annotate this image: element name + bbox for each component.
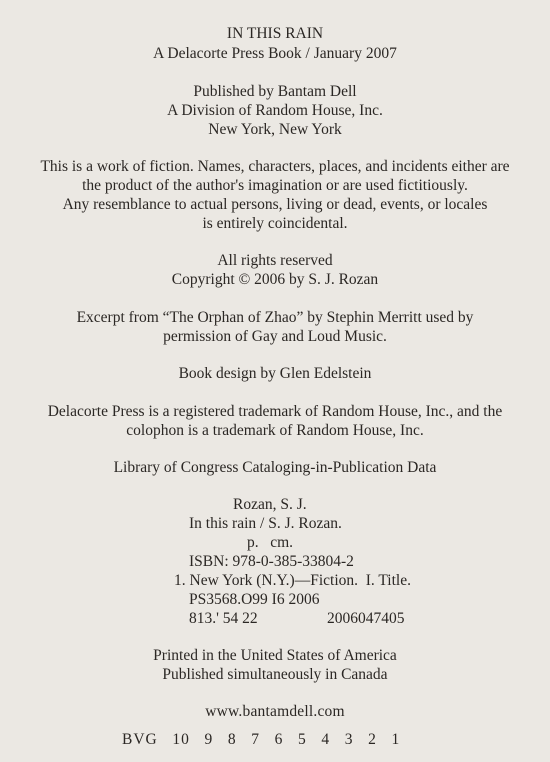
excerpt-line-1: Excerpt from “The Orphan of Zhao” by Stephin Merritt used by [76, 309, 474, 326]
excerpt-line-2: permission of Gay and Loud Music. [163, 328, 387, 345]
cip-isbn: ISBN: 978-0-385-33804-2 [189, 553, 354, 570]
cip-dewey: 813.' 54 22 [189, 610, 258, 627]
fiction-notice-line-1: This is a work of fiction. Names, characters, places, and incidents either are [40, 158, 510, 175]
publisher-line-2: A Division of Random House, Inc. [167, 102, 383, 119]
rights-reserved: All rights reserved [217, 252, 333, 269]
print-line: BVG 10 9 8 7 6 5 4 3 2 1 [122, 731, 401, 748]
edition-line: A Delacorte Press Book / January 2007 [153, 45, 397, 62]
cip-heading: Library of Congress Cataloging-in-Publication Data [113, 459, 437, 476]
publisher-website: www.bantamdell.com [205, 703, 345, 720]
cip-title: In this rain / S. J. Rozan. [189, 515, 342, 532]
publisher-line-1: Published by Bantam Dell [193, 83, 357, 100]
published-simultaneously: Published simultaneously in Canada [162, 666, 388, 683]
book-title: IN THIS RAIN [226, 25, 324, 42]
publisher-line-3: New York, New York [208, 121, 342, 138]
fiction-notice-line-4: is entirely coincidental. [202, 215, 348, 232]
cip-lccn: 2006047405 [327, 610, 405, 627]
copyright-line: Copyright © 2006 by S. J. Rozan [171, 271, 379, 288]
fiction-notice-line-3: Any resemblance to actual persons, living or dead, events, or locales [62, 196, 488, 213]
cip-pages: p. cm. [247, 534, 294, 551]
trademark-line-2: colophon is a trademark of Random House, Inc. [126, 422, 424, 439]
book-design-credit: Book design by Glen Edelstein [178, 365, 372, 382]
trademark-line-1: Delacorte Press is a registered trademark of Random House, Inc., and the [47, 403, 503, 420]
cip-subjects: 1. New York (N.Y.)—Fiction. I. Title. [174, 572, 411, 589]
cip-author: Rozan, S. J. [233, 496, 307, 513]
cip-lc-number: PS3568.O99 I6 2006 [189, 591, 320, 608]
fiction-notice-line-2: the product of the author's imagination or are used fictitiously. [82, 177, 468, 194]
printed-in: Printed in the United States of America [153, 647, 397, 664]
